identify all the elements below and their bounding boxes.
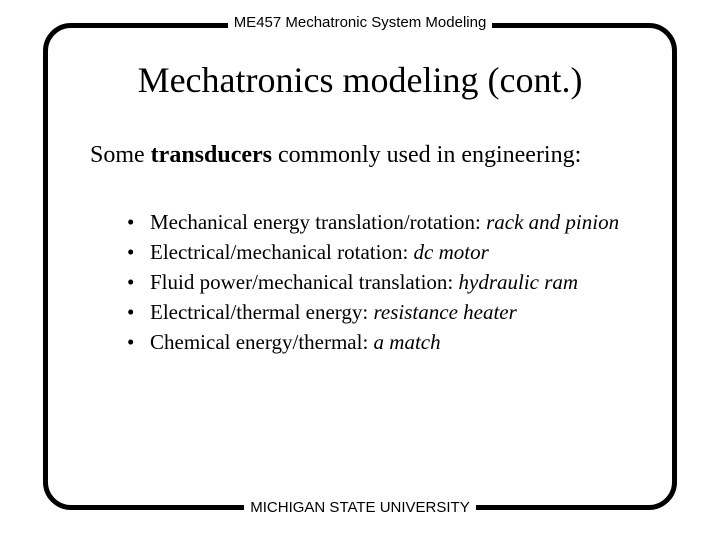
- bullet-text: Chemical energy/thermal:: [150, 330, 374, 354]
- list-item: [127, 209, 647, 235]
- university-name: MICHIGAN STATE UNIVERSITY: [244, 499, 475, 516]
- intro-paragraph: [90, 140, 678, 171]
- intro-text-after: commonly used in engineering:: [272, 142, 582, 168]
- bullet-icon: •: [127, 300, 135, 324]
- slide-title: Mechatronics modeling (cont.): [137, 60, 583, 100]
- bullet-icon: •: [127, 240, 135, 264]
- bullet-text: Mechanical energy translation/rotation:: [150, 210, 487, 234]
- bullet-icon: •: [127, 210, 135, 234]
- course-title: ME457 Mechatronic System Modeling: [228, 14, 493, 31]
- bullet-text: Electrical/thermal energy:: [150, 300, 374, 324]
- list-item: [127, 329, 647, 355]
- bullet-text: Fluid power/mechanical translation:: [150, 270, 459, 294]
- bullet-example: dc motor: [413, 240, 489, 264]
- list-item: [127, 239, 647, 265]
- bullet-example: rack and pinion: [486, 210, 620, 234]
- list-item: [127, 299, 647, 325]
- university-footer: [0, 497, 720, 519]
- bullet-icon: •: [127, 270, 135, 294]
- list-item: [127, 269, 647, 295]
- bullet-example: resistance heater: [373, 300, 517, 324]
- intro-emphasis: transducers: [150, 142, 272, 168]
- bullet-icon: •: [127, 330, 135, 354]
- intro-text-before: Some: [90, 142, 151, 168]
- bullet-example: a match: [373, 330, 441, 354]
- course-header: [0, 12, 720, 34]
- bullet-example: hydraulic ram: [458, 270, 579, 294]
- bullet-list: [127, 209, 647, 359]
- bullet-text: Electrical/mechanical rotation:: [150, 240, 414, 264]
